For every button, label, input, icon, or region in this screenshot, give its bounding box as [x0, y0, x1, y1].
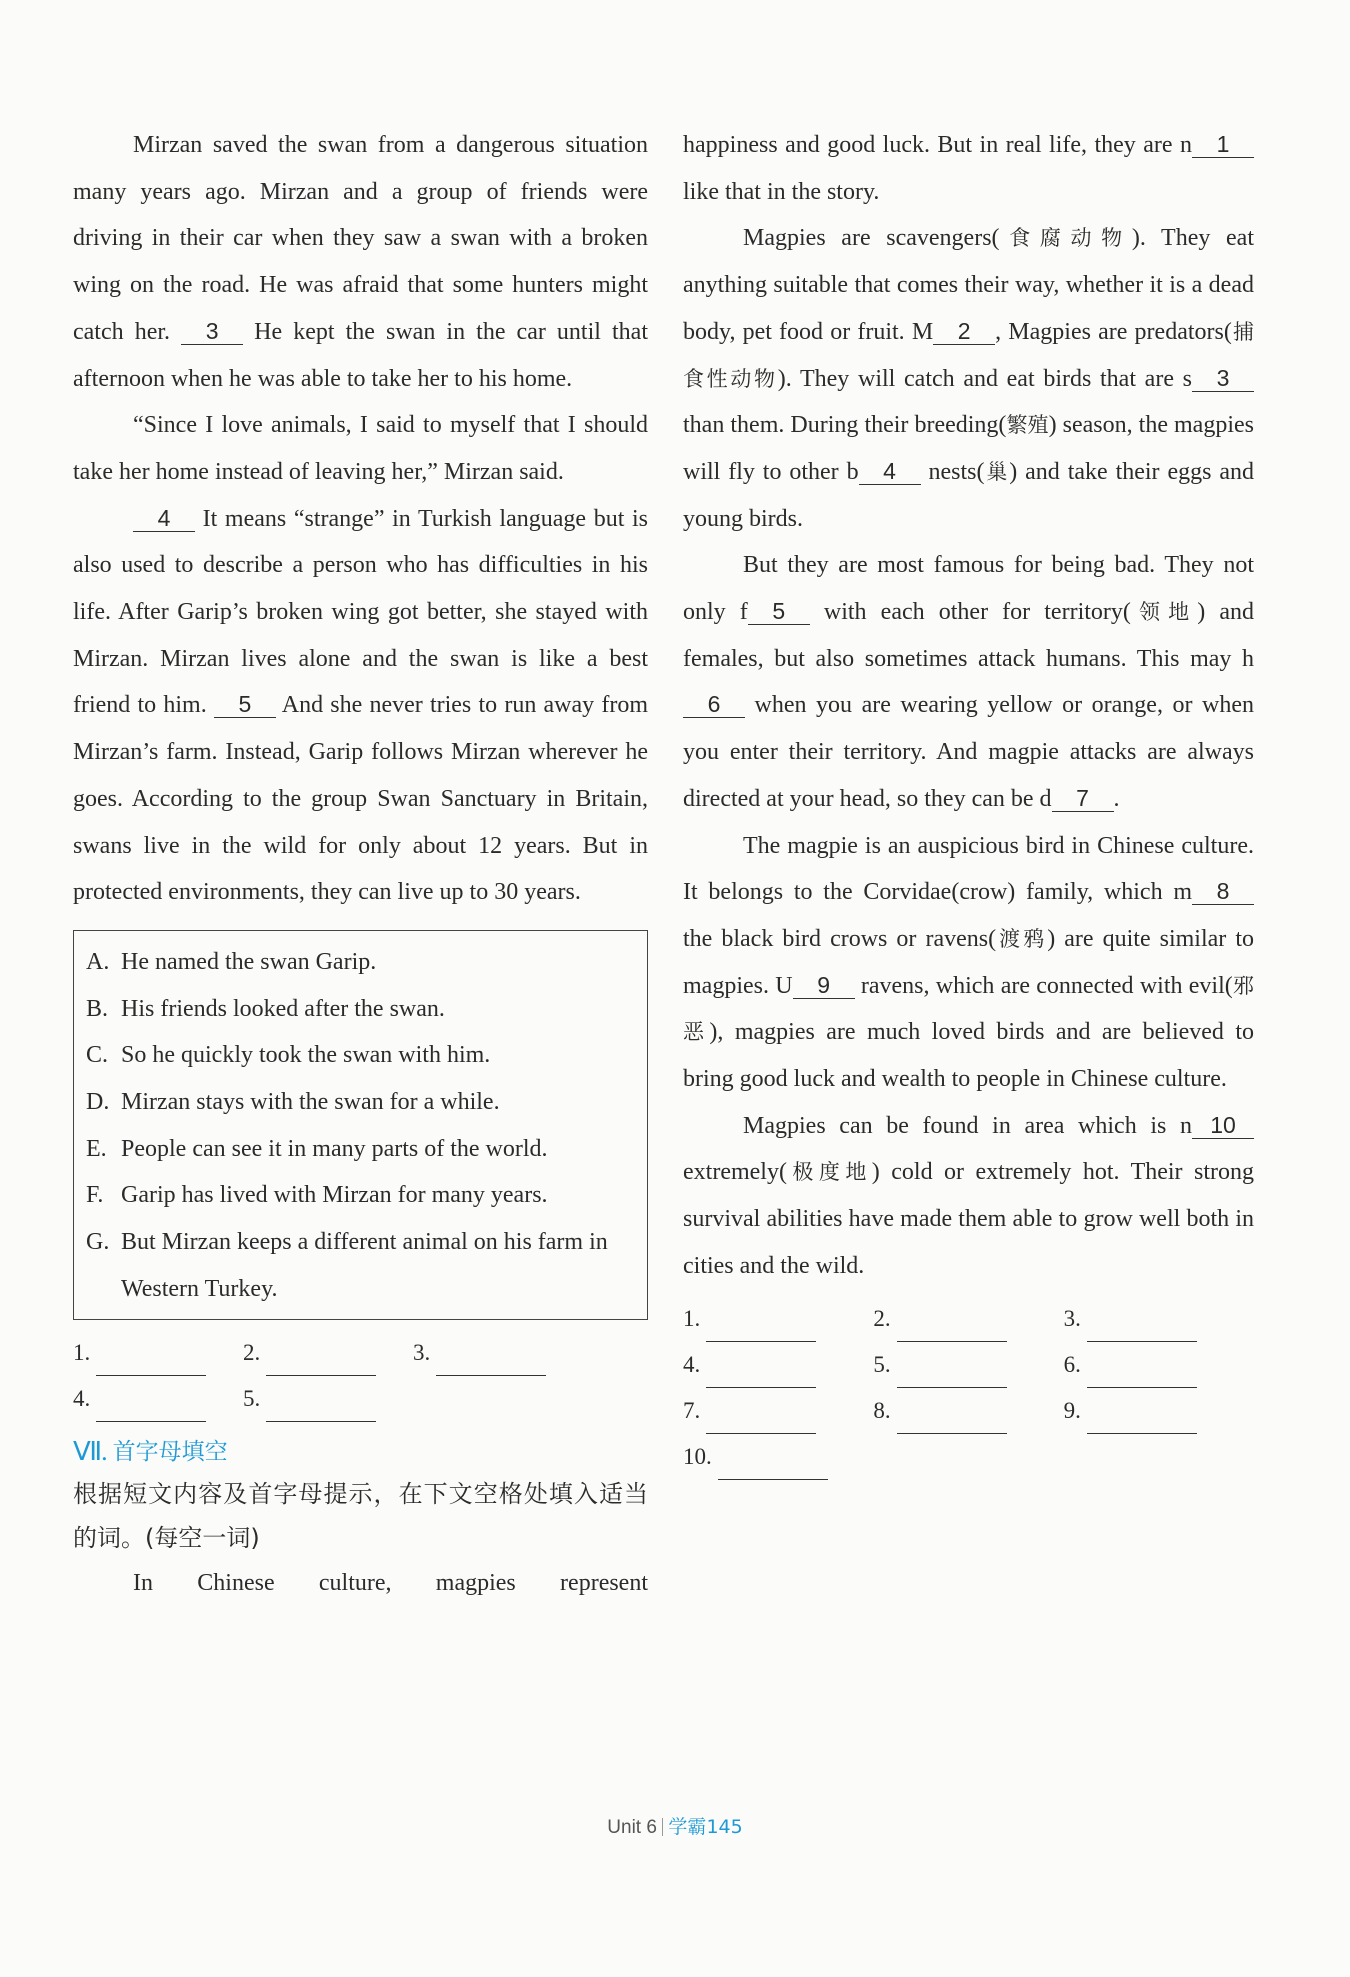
blank-r7: 7: [1052, 785, 1114, 812]
passage2-paragraph-5: Magpies can be found in area which is n 10 extremely(极度地) cold or extremely hot. Their strong survival abilities have made them able to grow well both in cities and the wild.: [683, 1111, 1255, 1279]
passage2-start: In Chinese culture, magpies represent: [133, 1569, 648, 1596]
blank-4: 4: [133, 505, 195, 532]
option-e: E. People can see it in many parts of the world.: [86, 1135, 548, 1162]
passage2-paragraph-4: The magpie is an auspicious bird in Chinese culture. It belongs to the Corvidae(crow) family, which m 8 the black bird crows or ravens(渡鸦) are quite similar to magpies. U 9 ravens, which are connected with evil(邪恶), magpies are much loved birds and are believed to bring good luck and wealth to people in Chinese culture.: [683, 832, 1255, 1093]
blank-r3: 3: [1192, 365, 1254, 392]
answer-line-r3[interactable]: 3.: [1064, 1296, 1254, 1342]
blank-r4: 4: [859, 458, 921, 485]
answer-line-1[interactable]: 1.: [73, 1330, 243, 1376]
answer-line-r10[interactable]: 10.: [683, 1434, 883, 1480]
answer-line-4[interactable]: 4.: [73, 1376, 243, 1422]
right-column: [683, 122, 1254, 1480]
section-instruction: 根据短文内容及首字母提示，在下文空格处填入适当的词。(每空一词): [73, 1479, 648, 1552]
blank-r5: 5: [748, 598, 810, 625]
answer-line-3[interactable]: 3.: [413, 1330, 583, 1376]
option-f: F. Garip has lived with Mirzan for many years.: [86, 1182, 548, 1209]
answer-line-5[interactable]: 5.: [243, 1376, 413, 1422]
option-a: A. He named the swan Garip.: [86, 948, 377, 975]
blank-r9: 9: [793, 972, 855, 999]
section-title: Ⅶ. 首字母填空: [73, 1436, 228, 1466]
blank-5: 5: [214, 691, 276, 718]
passage-paragraph-2: “Since I love animals, I said to myself that I should take her home instead of leaving her,” Mirzan said.: [73, 412, 648, 485]
footer-brand: 学霸: [668, 1816, 707, 1838]
answer-line-r1[interactable]: 1.: [683, 1296, 873, 1342]
options-box: [73, 930, 648, 1320]
passage2-paragraph-3: But they are most famous for being bad. They not only f 5 with each other for territory(领地) and females, but also sometimes attack humans. This may h6 when you are wearing yellow or orange, or when you enter their territory. And magpie attacks are always directed at your head, so they can be d 7 .: [683, 552, 1254, 812]
option-c: C. So he quickly took the swan with him.: [86, 1042, 491, 1069]
blank-r8: 8: [1192, 878, 1254, 905]
option-g: G. But Mirzan keeps a different animal on his farm in Western Turkey.: [86, 1229, 608, 1302]
passage-paragraph-1: Mirzan saved the swan from a dangerous situation many years ago. Mirzan and a group of friends were driving in their car when they saw a swan with a broken wing on the road. He was afraid that some hunters might catch her. 3 He kept the swan in the car until that afternoon when he was able to take her to his home.: [73, 132, 648, 392]
passage-paragraph-3: 4 It means “strange” in Turkish language but is also used to describe a person who has difficulties in his life. After Garip’s broken wing got better, she stayed with Mirzan. Mirzan lives alone and the swan is like a best friend to him. 5 And she never tries to run away from Mirzan’s farm. Instead, Garip follows Mirzan wherever he goes. According to the group Swan Sanctuary in Britain, swans live in the wild for only about 12 years. But in protected environments, they can live up to 30 years.: [73, 504, 648, 906]
option-d: D. Mirzan stays with the swan for a while.: [86, 1089, 500, 1116]
blank-3: 3: [181, 318, 243, 345]
answer-line-r2[interactable]: 2.: [873, 1296, 1063, 1342]
footer-divider: [662, 1818, 664, 1836]
answer-line-r4[interactable]: 4.: [683, 1342, 873, 1388]
page-footer: [0, 1812, 1350, 1839]
answer-line-r5[interactable]: 5.: [873, 1342, 1063, 1388]
blank-r1: 1: [1192, 131, 1254, 158]
blank-r10: 10: [1192, 1112, 1254, 1139]
answer-line-r7[interactable]: 7.: [683, 1388, 873, 1434]
blank-r2: 2: [933, 318, 995, 345]
blank-r6: 6: [683, 691, 745, 718]
page-number: 145: [706, 1816, 743, 1838]
passage2-paragraph-2: Magpies are scavengers(食腐动物). They eat anything suitable that comes their way, whether it is a dead body, pet food or fruit. M 2 , Magpies are predators(捕食性动物). They will catch and eat birds that are s 3 than them. During their breeding(繁殖) season, the magpies will fly to other b 4 nests(巢) and take their eggs and young birds.: [683, 225, 1255, 532]
answer-line-r8[interactable]: 8.: [873, 1388, 1063, 1434]
answer-lines-right: [683, 1296, 1254, 1480]
footer-unit: Unit 6: [607, 1817, 657, 1838]
answer-line-r6[interactable]: 6.: [1064, 1342, 1254, 1388]
answer-line-2[interactable]: 2.: [243, 1330, 413, 1376]
answer-lines-left: [73, 1330, 648, 1422]
left-column: [73, 122, 648, 1606]
option-b: B. His friends looked after the swan.: [86, 995, 445, 1022]
answer-line-r9[interactable]: 9.: [1064, 1388, 1254, 1434]
passage2-paragraph-1: happiness and good luck. But in real life, they are n 1 like that in the story.: [683, 122, 1254, 215]
